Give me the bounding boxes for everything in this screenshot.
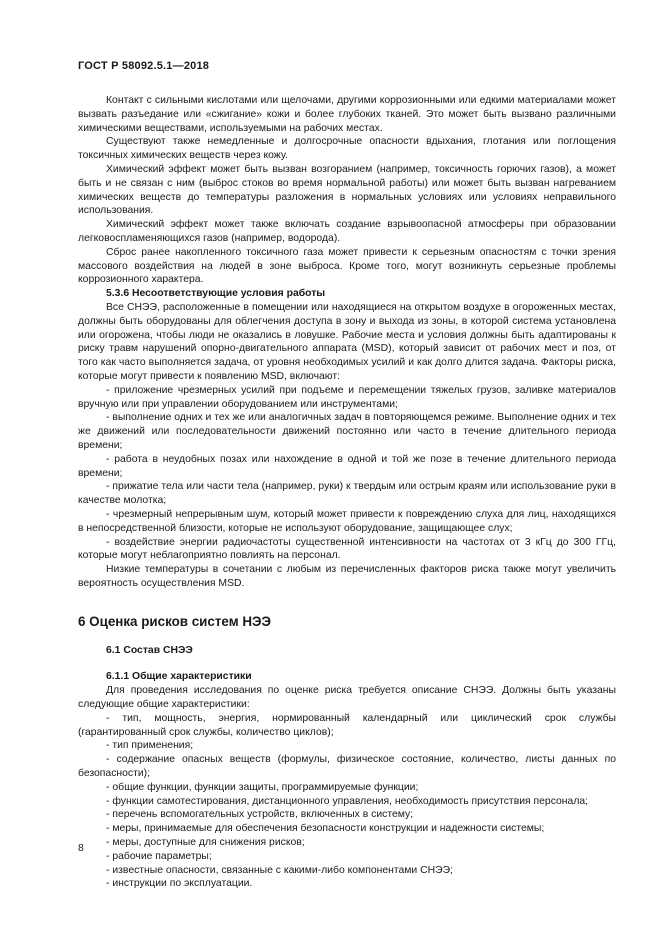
- paragraph: Контакт с сильными кислотами или щелочами, другими коррозионными или едкими материалами может вызвать разъедание или «сжигание» кожи и более глубоких тканей. Это может быть вызвано различными химическими веществами, используемыми на рабочих местах.: [78, 95, 616, 134]
- list-item: - приложение чрезмерных усилий при подъеме и перемещении тяжелых грузов, заливке материалов вручную или при управлении оборудованием или инструментами;: [78, 384, 616, 410]
- page-number: 8: [78, 843, 84, 854]
- list-item: - тип применения;: [106, 740, 194, 752]
- list-item: - функции самотестирования, дистанционного управления, необходимость присутствия персонала;: [106, 795, 589, 807]
- list-item: - содержание опасных веществ (формулы, физическое состояние, количество, листы данных по безопасности);: [78, 754, 616, 780]
- paragraph: Низкие температуры в сочетании с любым из перечисленных факторов риска также могут увеличить вероятность осуществления MSD.: [78, 564, 616, 589]
- list-item: - перечень вспомогательных устройств, включенных в систему;: [106, 809, 414, 821]
- section-heading-5-3-6: 5.3.6 Несоответствующие условия работы: [106, 288, 326, 300]
- paragraph: Существуют также немедленные и долгосрочные опасности вдыхания, глотания или поглощения токсичных химических веществ через кожу.: [78, 136, 616, 162]
- list-item: - чрезмерный непрерывным шум, который может привести к повреждению слуха для лиц, находящихся в непосредственной близости, которые не используют оборудование, защищающее слух;: [78, 508, 616, 534]
- list-item: - известные опасности, связанные с какими-либо компонентами СНЭЭ;: [106, 864, 453, 876]
- list-item: - работа в неудобных позах или нахождение в одной и той же позе в течение длительного периода времени;: [78, 453, 616, 479]
- list-item: - общие функции, функции защиты, программируемые функции;: [106, 781, 419, 793]
- list-item: - выполнение одних и тех же или аналогичных задач в повторяющемся режиме. Выполнение одних и тех же движений или последовательности движений постоянно или часто в течение длительного периода времени;: [78, 412, 616, 451]
- document-header: ГОСТ Р 58092.5.1—2018: [78, 60, 210, 72]
- section-heading-6-1-1: 6.1.1 Общие характеристики: [106, 671, 252, 683]
- page-content: [78, 94, 616, 891]
- list-item: - тип, мощность, энергия, нормированный календарный или циклический срок службы (гарантированный срок службы, количество циклов);: [78, 712, 616, 738]
- list-item: - меры, принимаемые для обеспечения безопасности конструкции и надежности системы;: [106, 823, 545, 835]
- paragraph: Химический эффект может быть вызван возгоранием (например, токсичность горючих газов), а может быть и не связан с ним (выброс стоков во время нормальной работы) или может быть вызван нагреванием химических веществ до температуры разложения в нормальных условиях или условиях неправильного использования.: [78, 163, 616, 217]
- section-heading-6-1: 6.1 Состав СНЭЭ: [106, 644, 193, 656]
- paragraph: Химический эффект может также включать создание взрывоопасной атмосферы при образовании легковоспламеняющихся газов (например, водорода).: [78, 219, 616, 244]
- list-item: - инструкции по эксплуатации.: [106, 878, 253, 890]
- list-item: - воздействие энергии радиочастоты существенной интенсивности на частотах от 3 кГц до 300 ГГц, которые могут неблагоприятно повлиять на персонал.: [78, 536, 616, 562]
- paragraph: Сброс ранее накопленного токсичного газа может привести к серьезным опасностям с точки зрения массового воздействия на людей в зоне выброса. Кроме того, могут возникнуть серьезные проблемы коррозионного характера.: [78, 246, 616, 286]
- section-heading-6: 6 Оценка рисков систем НЭЭ: [78, 613, 272, 629]
- paragraph: Для проведения исследования по оценке риска требуется описание СНЭЭ. Должны быть указаны следующие общие характеристики:: [78, 685, 616, 711]
- list-item: - рабочие параметры;: [106, 850, 212, 862]
- list-item: - прижатие тела или части тела (например, руки) к твердым или острым краям или использование руки в качестве молотка;: [78, 481, 616, 507]
- list-item: - меры, доступные для снижения рисков;: [106, 837, 305, 849]
- paragraph: Все СНЭЭ, расположенные в помещении или находящиеся на открытом воздухе в огороженных местах, должны быть оборудованы для облегчения доступа в зону и выхода из зоны, в которой система установлена или огорожена, чтобы люди не оказались в ловушке. Рабочие места и условия должны быть адаптированы к риску травм нарушений опорно-двигательного аппарата (MSD), который зависит от рабочих мест и поз, от того как часто выполняется задача, от уровня необходимых усилий и как долго длится задача. Факторы риска, которые могут привести к появлению MSD, включают:: [78, 301, 616, 382]
